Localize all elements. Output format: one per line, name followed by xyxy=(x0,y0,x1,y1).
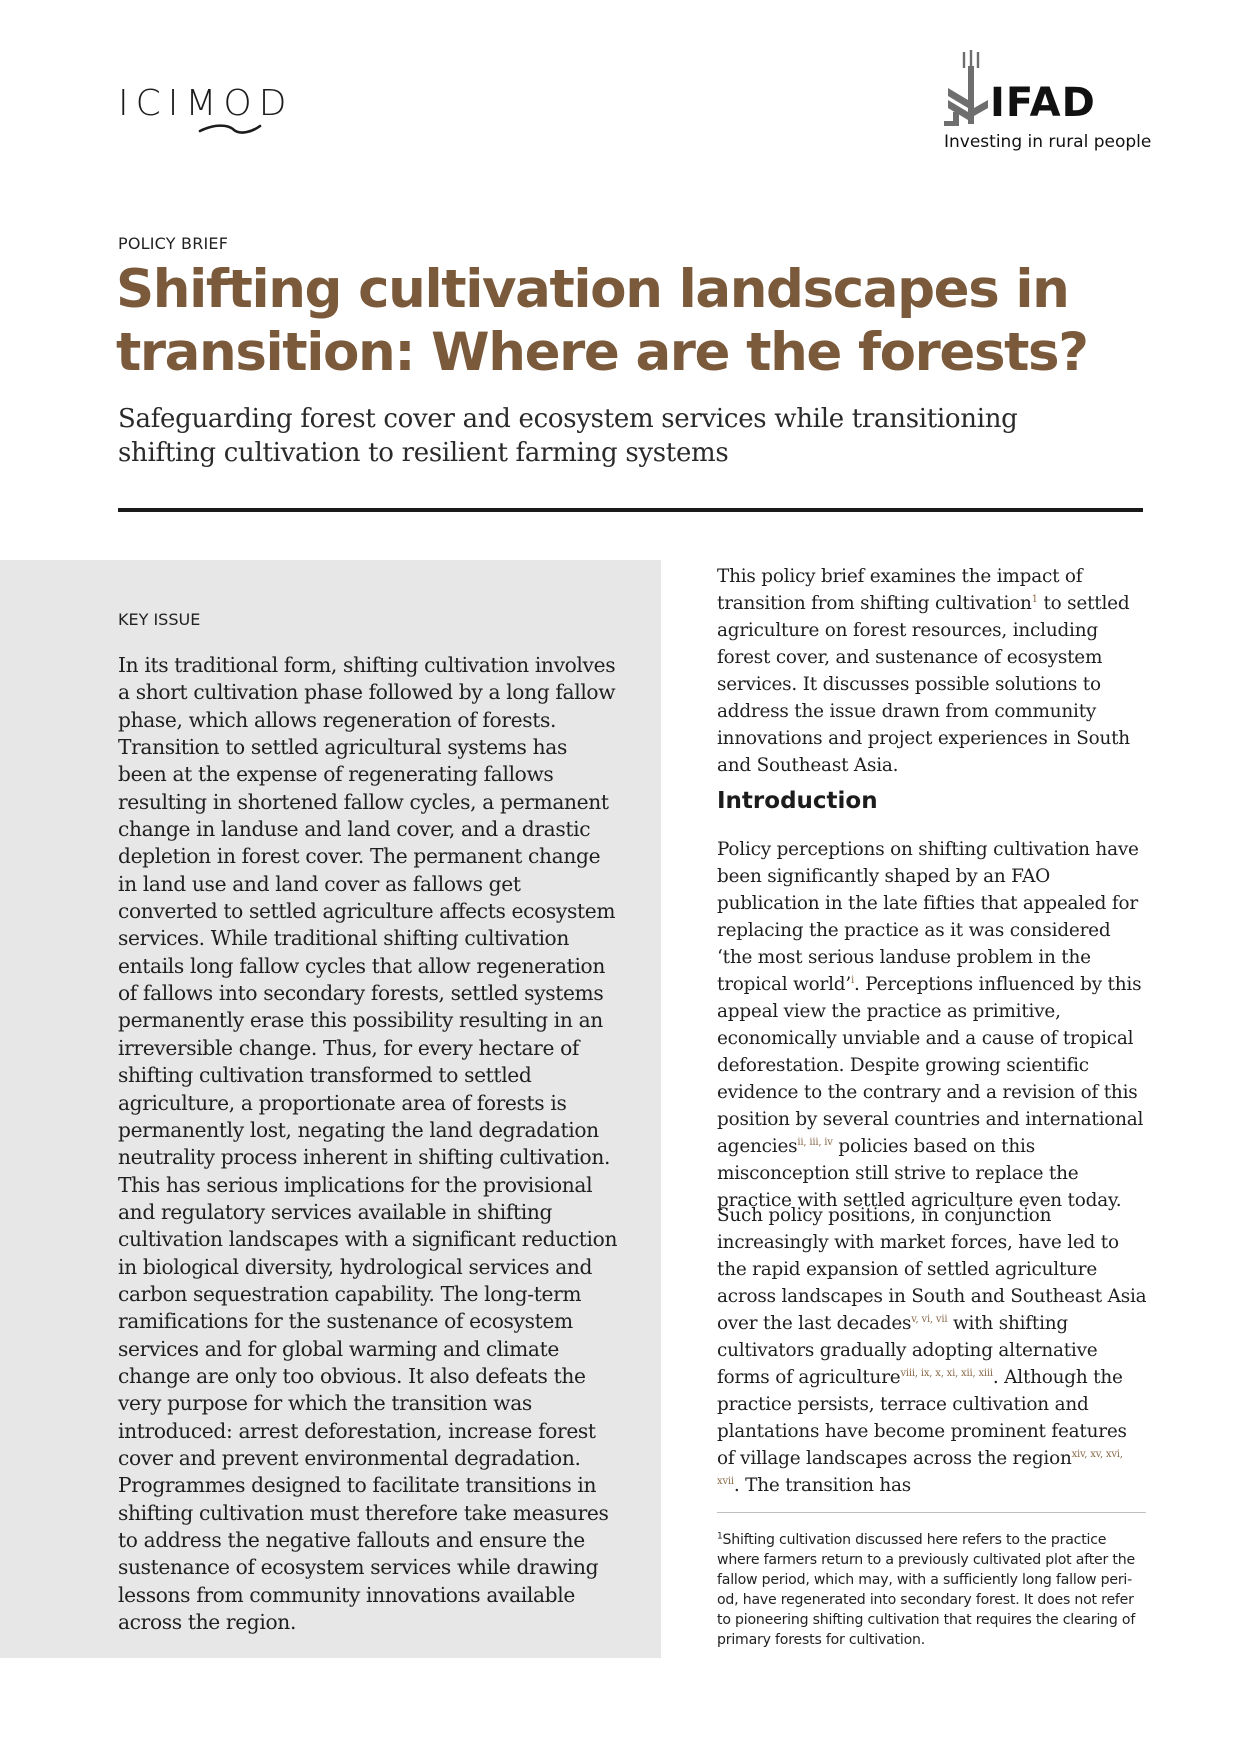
page-subtitle: Safeguarding forest cover and ecosystem services while transitioning shifting cultivation to resilient farming systems xyxy=(118,404,1018,468)
introduction-paragraph-2: Such policy positions, in conjunction increasingly with market forces, have led to the rapid expansion of settled agriculture across landscapes in South and Southeast Asia over the last decades$^{v, vi, vii}$ with shifting cultivators gradually adopting alternative forms of agriculture$^{viii, ix, x, xi, xii, xiii}$. Although the practice persists, terrace cultivation and plantations have become prominent features of village landscapes across the region$^{xiv, xv, xvi, xvii}$. The transition has xyxy=(717,1205,1147,1496)
icimod-swoosh-icon xyxy=(198,122,262,136)
endnote-ref[interactable]: viii, ix, x, xi, xii, xiii xyxy=(900,1367,993,1379)
introduction-heading: Introduction xyxy=(717,788,878,814)
footnote-divider xyxy=(717,1512,1146,1513)
header-divider xyxy=(118,508,1143,512)
footnote: $^1$Shifting cultivation discussed here refers to the practice where farmers return to a previously cultivated plot after the fallow period, which may, with a sufficiently long fallow peri-od, have regenerated into secondary forest. It does not refer to pioneering shifting cultivation that requires the clearing of primary forests for cultivation. xyxy=(717,1531,1136,1648)
icimod-logo xyxy=(118,84,308,136)
key-issue-label: KEY ISSUE xyxy=(118,610,201,629)
ifad-wordmark: IFAD xyxy=(990,80,1096,126)
endnote-ref[interactable]: i xyxy=(851,974,855,986)
footnote-ref[interactable]: 1 xyxy=(1031,593,1038,605)
endnote-ref[interactable]: v, vi, vii xyxy=(911,1313,948,1325)
introduction-paragraph-1: Policy perceptions on shifting cultivation have been significantly shaped by an FAO publication in the late fifties that appealed for replacing the practice as it was considered ‘the most serious landuse problem in the tropical world’$^i$. Perceptions influenced by this appeal view the practice as primitive, economically unviable and a cause of tropical deforestation. Despite growing scientific evidence to the contrary and a revision of this position by several countries and international agencies$^{ii, iii, iv}$ policies based on this misconception still strive to replace the practice with settled agriculture even today. xyxy=(717,839,1144,1211)
endnote-ref[interactable]: xiv, xv, xvi, xvii xyxy=(717,1448,1123,1487)
ifad-tagline: Investing in rural people xyxy=(944,132,1152,152)
icimod-wordmark: ICIMOD xyxy=(118,83,294,124)
key-issue-text: In its traditional form, shifting cultivation involves a short cultivation phase followed by a long fallow phase, which allows regeneration of forests. Transition to settled agricultural systems has been at the expense of regenerating fallows resulting in shortened fallow cycles, a permanent change in landuse and land cover, and a drastic depletion in forest cover. The permanent change in land use and land cover as fallows get converted to settled agriculture affects ecosystem services. While traditional shifting cultivation entails long fallow cycles that allow regeneration of fallows into secondary forests, settled systems permanently erase this possibility resulting in an irreversible change. Thus, for every hectare of shifting cultivation transformed to settled agriculture, a proportionate area of forests is permanently lost, negating the land degradation neutrality process inherent in shifting cultivation. This has serious implications for the provisional and regulatory services available in shifting cultivation landscapes with a significant reduction in biological diversity, hydrological services and carbon sequestration capability. The long-term ramifications for the sustenance of ecosystem services and for global warming and climate change are only too obvious. It also defeats the very purpose for which the transition was introduced: arrest deforestation, increase forest cover and prevent environmental degradation. Programmes designed to facilitate transitions in shifting cultivation must therefore take measures to address the negative fallouts and ensure the sustenance of ecosystem services while drawing lessons from community innovations available across the region. xyxy=(118,653,618,1635)
document-type-label: POLICY BRIEF xyxy=(118,234,229,253)
intro-paragraph: This policy brief examines the impact of transition from shifting cultivation$^1$ to settled agriculture on forest resources, including forest cover, and sustenance of ecosystem services. It discusses possible solutions to address the issue drawn from community innovations and project experiences in South and Southeast Asia. xyxy=(717,566,1130,776)
endnote-ref[interactable]: ii, iii, iv xyxy=(797,1136,833,1148)
footnote-number: 1 xyxy=(717,1531,723,1542)
ifad-logo xyxy=(944,50,1152,160)
page-title: Shifting cultivation landscapes in transition: Where are the forests? xyxy=(116,259,1088,383)
